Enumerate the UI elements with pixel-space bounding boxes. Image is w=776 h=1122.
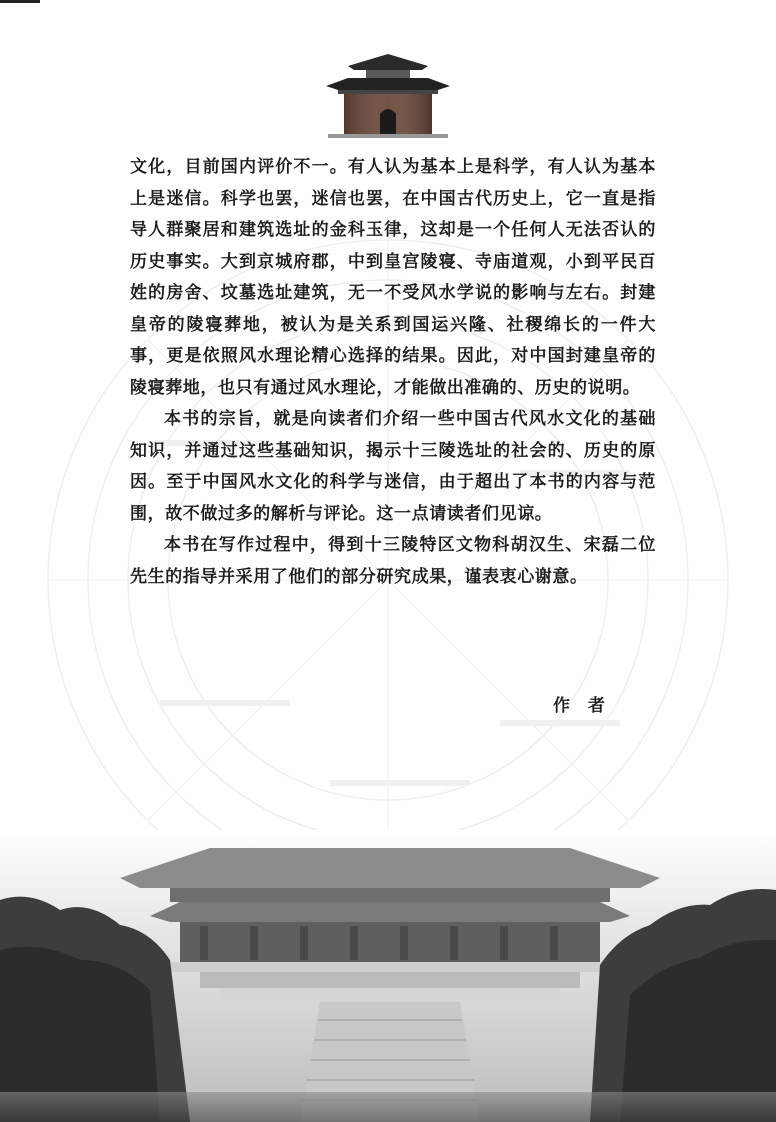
pavilion-illustration — [318, 48, 458, 138]
author-signature: 作 者 — [553, 696, 611, 716]
body-text — [130, 152, 656, 593]
paragraph-2: 本书的宗旨，就是向读者们介绍一些中国古代风水文化的基础知识，并通过这些基础知识，揭示十三陵选址的社会的、历史的原因。至于中国风水文化的科学与迷信，由于超出了本书的内容与范围，故不做过多的解析与评论。这一点请读者们见谅。 — [130, 409, 656, 524]
paragraph-1: 文化，目前国内评价不一。有人认为基本上是科学，有人认为基本上是迷信。科学也罢，迷信也罢，在中国古代历史上，它一直是指导人群聚居和建筑选址的金科玉律，这却是一个任何人无法否认的历史事实。大到京城府郡，中到皇宫陵寝、寺庙道观，小到平民百姓的房舍、坟墓选址建筑，无一不受风水学说的影响与左右。封建皇帝的陵寝葬地，被认为是关系到国运兴隆、社稷绵长的一件大事，更是依照风水理论精心选择的结果。因此，对中国封建皇帝的陵寝葬地，也只有通过风水理论，才能做出准确的、历史的说明。 — [130, 157, 656, 398]
paragraph-3: 本书在写作过程中，得到十三陵特区文物科胡汉生、宋磊二位先生的指导并采用了他们的部分研究成果，谨表衷心谢意。 — [130, 535, 656, 587]
ming-tombs-hall-photo — [0, 830, 776, 1122]
corner-mark — [0, 0, 40, 3]
